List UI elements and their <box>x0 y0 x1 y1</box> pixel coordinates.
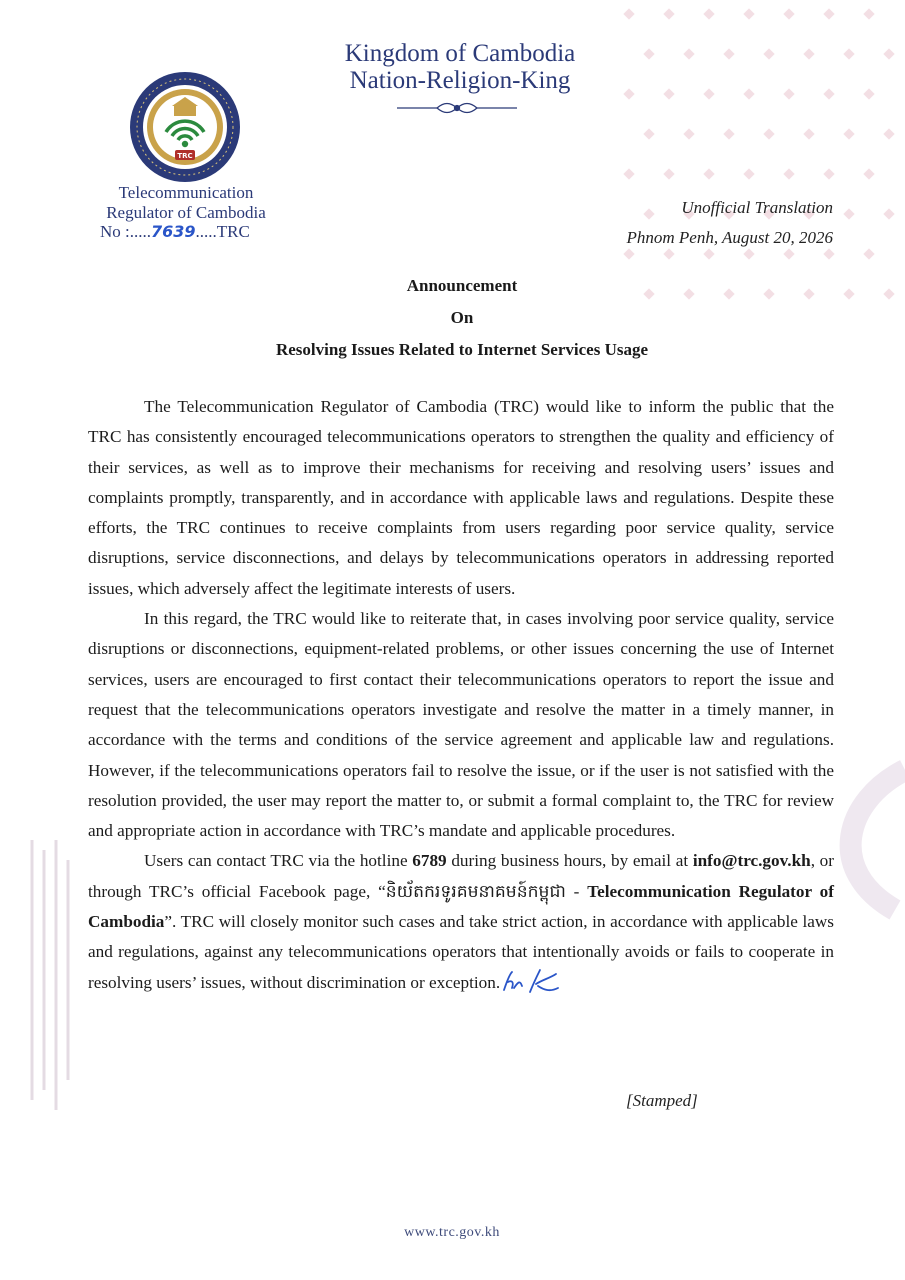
org-name-line2: Regulator of Cambodia <box>106 203 266 222</box>
paragraph-3 <box>88 846 834 997</box>
hotline-number: 6789 <box>412 851 447 871</box>
paragraph-1: The Telecommunication Regulator of Cambodia (TRC) would like to inform the public that the TRC has consistently encouraged telecommunications operators to strengthen the quality and efficiency of their services, as well as to improve their mechanisms for receiving and resolving users’ issues and complaints promptly, transparently, and in accordance with applicable laws and regulations. Despite these efforts, the TRC continues to receive complaints from users regarding poor service quality, service disruptions, service disconnections, and delays by telecommunications operators in addressing reported issues, which adversely affect the legitimate interests of users. <box>88 397 834 598</box>
facebook-page-khmer: និយ័តករទូរគមនាគមន៍កម្ពុជា <box>385 881 566 901</box>
reference-number <box>100 222 300 242</box>
org-name-line1: Telecommunication <box>118 183 254 202</box>
contact-email: info@trc.gov.kh <box>692 851 811 871</box>
translation-note: Unofficial Translation <box>681 198 833 217</box>
logo-label: TRC <box>177 152 193 160</box>
p3-text-1: Users can contact TRC via the hotline <box>144 851 413 871</box>
ornament-divider <box>392 100 522 116</box>
reference-handwritten-number: 7639 <box>151 222 196 241</box>
org-name <box>86 183 286 223</box>
facebook-page-english: Telecommunication Regulator of Cambodia <box>88 881 834 932</box>
kingdom-header <box>300 40 620 94</box>
p3-text-3: , or through TRC’s official Facebook page, “ <box>88 851 834 901</box>
reference-prefix: No :..... <box>100 222 151 241</box>
title-line-2: On <box>450 308 474 327</box>
facebook-page-sep: - <box>565 881 588 901</box>
decorative-side-mark <box>22 820 82 1120</box>
announcement-body <box>88 392 834 998</box>
p3-text-2: during business hours, by email at <box>446 851 693 871</box>
trc-logo <box>128 70 242 184</box>
announcement-title <box>152 270 772 366</box>
document-meta <box>533 193 833 253</box>
p3-text-4: ”. TRC will closely monitor such cases and take strict action, in accordance with applicable laws and regulations, against any telecommunications operators that intentionally avoids or fails to cooperate in resolving users’ issues, without discrimination or exception. <box>88 912 834 992</box>
footer-website: www.trc.gov.kh <box>404 1225 500 1240</box>
title-line-1: Announcement <box>406 276 518 295</box>
paragraph-2: In this regard, the TRC would like to reiterate that, in cases involving poor service quality, service disruptions or disconnections, equipment-related problems, or other issues concerning the use of Internet services, users are encouraged to first contact their telecommunications operators to report the issue and request that the telecommunications operators investigate and resolve the matter in a timely manner, in accordance with the terms and conditions of the service agreement and applicable law and regulations. However, if the telecommunications operators fail to resolve the issue, or if the user is not satisfied with the resolution provided, the user may report the matter to, or submit a formal complaint to, the TRC for review and appropriate action in accordance with TRC’s mandate and applicable procedures. <box>88 609 834 841</box>
kingdom-motto: Nation-Religion-King <box>349 67 571 94</box>
reference-suffix: .....TRC <box>195 222 250 241</box>
stamped-note: [Stamped] <box>626 1091 698 1110</box>
title-line-3: Resolving Issues Related to Internet Services Usage <box>275 340 649 359</box>
kingdom-title: Kingdom of Cambodia <box>344 40 576 67</box>
initials-signature <box>500 968 562 996</box>
place-date: Phnom Penh, August 20, 2026 <box>626 228 833 247</box>
